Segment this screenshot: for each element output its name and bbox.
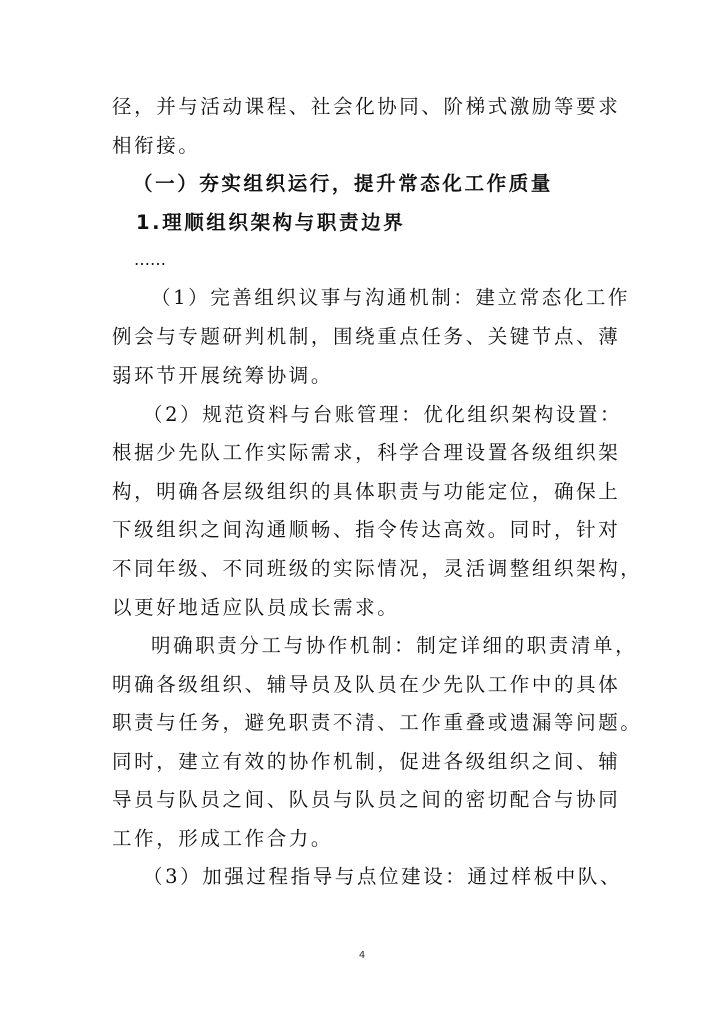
subsection-heading: 1.理顺组织架构与职责边界 bbox=[136, 211, 406, 234]
paragraph-line: （2）规范资料与台账管理：优化组织架构设置： bbox=[143, 403, 623, 426]
paragraph-line: 下级组织之间沟通顺畅、指令传达高效。同时，针对 bbox=[112, 518, 621, 541]
paragraph-line: 明确职责分工与协作机制：制定详细的职责清单， bbox=[151, 634, 638, 657]
paragraph-line: 以更好地适应队员成长需求。 bbox=[112, 596, 400, 619]
section-heading: （一）夯实组织运行，提升常态化工作质量 bbox=[133, 172, 553, 195]
paragraph-line: 构，明确各层级组织的具体职责与功能定位，确保上 bbox=[112, 480, 621, 503]
paragraph-line: 根据少先队工作实际需求，科学合理设置各级组织架 bbox=[112, 441, 621, 464]
paragraph-line: 径，并与活动课程、社会化协同、阶梯式激励等要求 bbox=[112, 95, 621, 118]
paragraph-line: （1）完善组织议事与沟通机制：建立常态化工作 bbox=[151, 286, 631, 309]
paragraph-line: 相衔接。 bbox=[112, 134, 201, 157]
page-number: 4 bbox=[358, 950, 366, 961]
paragraph-line: （3）加强过程指导与点位建设：通过样板中队、 bbox=[143, 865, 623, 888]
paragraph-line: 不同年级、不同班级的实际情况，灵活调整组织架构， bbox=[112, 557, 643, 580]
paragraph-line: 例会与专题研判机制，围绕重点任务、关键节点、薄 bbox=[112, 325, 621, 348]
paragraph-line: 导员与队员之间、队员与队员之间的密切配合与协同 bbox=[112, 788, 621, 811]
paragraph-line: 工作，形成工作合力。 bbox=[112, 827, 334, 850]
paragraph-line: 明确各级组织、辅导员及队员在少先队工作中的具体 bbox=[112, 673, 621, 696]
omission-ellipsis: …… bbox=[134, 250, 166, 269]
paragraph-line: 弱环节开展统筹协调。 bbox=[112, 364, 334, 387]
paragraph-line: 职责与任务，避免职责不清、工作重叠或遗漏等问题。 bbox=[112, 711, 643, 734]
paragraph-line: 同时，建立有效的协作机制，促进各级组织之间、辅 bbox=[112, 750, 621, 773]
